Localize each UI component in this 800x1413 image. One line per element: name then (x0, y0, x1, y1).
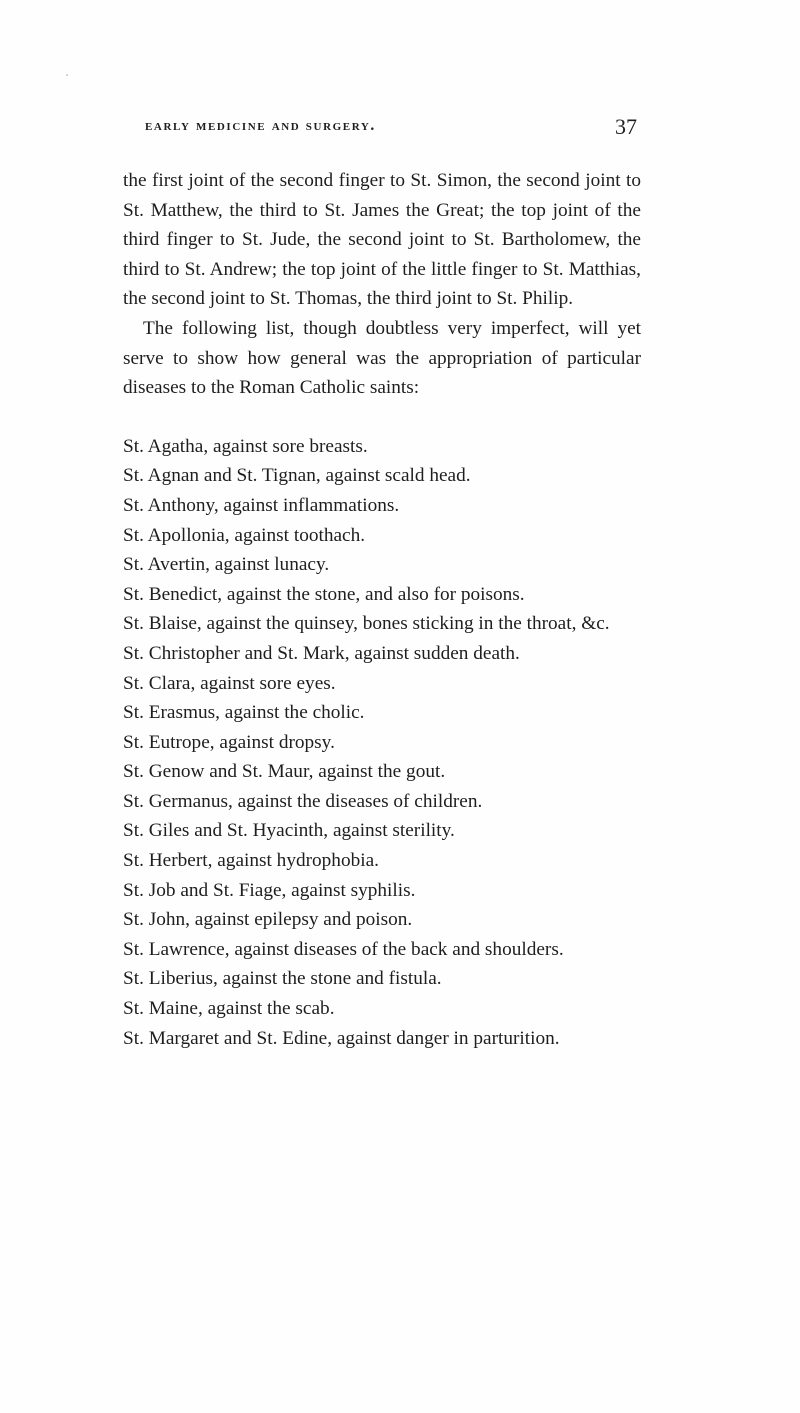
list-item: St. Germanus, against the diseases of children. (123, 790, 483, 812)
list-item: St. Giles and St. Hyacinth, against sterility. (123, 820, 455, 842)
list-item: St. Apollonia, against toothach. (123, 524, 366, 546)
list-item: St. Genow and St. Maur, against the gout. (123, 761, 446, 783)
paper-speck (66, 74, 68, 76)
list-item: St. Clara, against sore eyes. (123, 672, 336, 694)
list-item: St. Erasmus, against the cholic. (123, 702, 365, 724)
paragraph: The following list, though doubtless very imperfect, will yet serve to show how general was the appropriation of particular diseases to the Roman Catholic saints: (123, 317, 641, 399)
page-number: 37 (615, 114, 637, 139)
list-item: St. Margaret and St. Edine, against danger in parturition. (123, 1027, 560, 1049)
list-item: St. Christopher and St. Mark, against sudden death. (123, 642, 520, 664)
running-head (0, 114, 800, 144)
list-item: St. Eutrope, against dropsy. (123, 731, 335, 753)
list-item: St. Avertin, against lunacy. (123, 554, 330, 576)
list-item: St. Agatha, against sore breasts. (123, 435, 368, 457)
paragraph: the first joint of the second finger to St. Simon, the second joint to St. Matthew, the third to St. James the Great; the top joint of the third finger to St. Jude, the second joint to St. Bartholomew, the third to St. Andrew; the top joint of the little finger to St. Matthias, the second joint to St. Thomas, the third joint to St. Philip. (123, 170, 641, 310)
list-item: St. Benedict, against the stone, and also for poisons. (123, 583, 525, 605)
list-item: St. Anthony, against inflammations. (123, 494, 400, 516)
list-item: St. Maine, against the scab. (123, 998, 335, 1020)
list-item: St. John, against epilepsy and poison. (123, 909, 413, 931)
list-item: St. Liberius, against the stone and fistula. (123, 968, 442, 990)
saints-list (123, 432, 641, 1053)
list-item: St. Agnan and St. Tignan, against scald head. (123, 465, 471, 487)
page-body (123, 166, 641, 1073)
list-item: St. Lawrence, against diseases of the back and shoulders. (123, 938, 564, 960)
running-title: early medicine and surgery. (145, 117, 376, 134)
list-item: St. Blaise, against the quinsey, bones sticking in the throat, &c. (123, 613, 610, 635)
list-item: St. Job and St. Fiage, against syphilis. (123, 879, 416, 901)
list-item: St. Herbert, against hydrophobia. (123, 850, 379, 872)
